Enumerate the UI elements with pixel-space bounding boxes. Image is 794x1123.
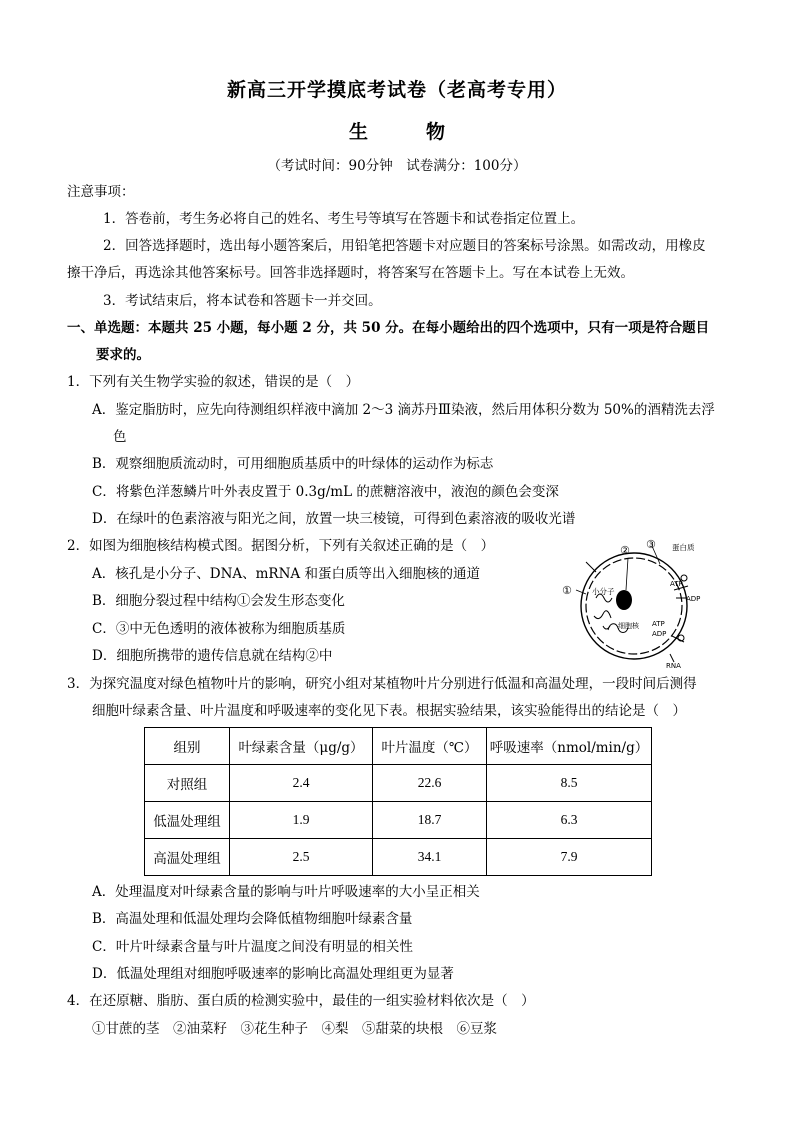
q3-option-d: D．低温处理组对细胞呼吸速率的影响比高温处理组更为显著 [92,966,454,982]
table-cell: 1.9 [230,802,373,839]
table-cell: 34.1 [373,839,487,876]
subject-char-right: 物 [426,121,446,143]
figure-protein-label: 蛋白质 [672,543,695,552]
table-header-cell: 组别 [145,728,230,765]
leader-2 [626,558,628,590]
table-cell: 2.5 [230,839,373,876]
table-row [145,802,652,839]
exam-title: 新高三开学摸底考试卷（老高考专用） [226,79,567,101]
q1-option-a-line-2: 色 [113,429,127,445]
figure-small-molecule: 小分子 [592,587,615,596]
figure-label-3: ③ [646,538,656,551]
q2-option-a: A．核孔是小分子、DNA、mRNA 和蛋白质等出入细胞核的通道 [92,566,480,582]
q1-option-b: B．观察细胞质流动时，可用细胞质基质中的叶绿体的运动作为标志 [92,456,494,472]
table-header-cell: 叶绿素含量（μg/g） [230,728,373,765]
nuclear-envelope-inner [586,558,682,654]
section-heading-line-1: 一、单选题：本题共 25 小题，每小题 2 分，共 50 分。在每小题给出的四个选项中，只有一项是符合题目 [67,320,710,336]
q1-option-d: D．在绿叶的色素溶液与阳光之间，放置一块三棱镜，可得到色素溶液的吸收光谱 [92,511,576,527]
table-cell-group: 对照组 [145,765,230,802]
q1-stem: 1．下列有关生物学实验的叙述，错误的是（ ） [67,374,360,390]
rna-exit-arrow [670,654,674,662]
table-cell: 18.7 [373,802,487,839]
table-cell: 2.4 [230,765,373,802]
table-cell: 22.6 [373,765,487,802]
q2-option-c: C．③中无色透明的液体被称为细胞质基质 [92,621,346,637]
note-item-2-line-2: 擦干净后，再选涂其他答案标号。回答非选择题时，将答案写在答题卡上。写在本试卷上无效。 [67,265,634,281]
q3-option-b: B．高温处理和低温处理均会降低植物细胞叶绿素含量 [92,911,413,927]
subject-title [0,117,794,144]
figure-atp-top: ATP [670,580,683,588]
table-header-cell: 呼吸速率（nmol/min/g） [487,728,652,765]
q2-option-d: D．细胞所携带的遗传信息就在结构②中 [92,648,333,664]
note-item-1: 1．答卷前，考生务必将自己的姓名、考生号等填写在答题卡和试卷指定位置上。 [103,211,585,227]
q2-stem: 2．如图为细胞核结构模式图。据图分析，下列有关叙述正确的是（ ） [67,538,495,554]
table-header-cell: 叶片温度（℃） [373,728,487,765]
q3-stem-line-2: 细胞叶绿素含量、叶片温度和呼吸速率的变化见下表。根据实验结果，该实验能得出的结论是（ ） [92,703,686,719]
table-cell: 7.9 [487,839,652,876]
section-heading-line-2: 要求的。 [96,347,150,363]
table-cell: 6.3 [487,802,652,839]
exam-info: （考试时间：90分钟 试卷满分：100分） [267,158,527,174]
q4-materials: ①甘蔗的茎 ②油菜籽 ③花生种子 ④梨 ⑤甜菜的块根 ⑥豆浆 [92,1021,497,1037]
figure-adp-bottom: ADP [652,630,667,638]
q3-stem-line-1: 3．为探究温度对绿色植物叶片的影响，研究小组对某植物叶片分别进行低温和高温处理，一段时间后测得 [67,676,697,692]
figure-rna: RNA [666,662,681,670]
q2-option-b: B．细胞分裂过程中结构①会发生形态变化 [92,593,345,609]
table-header-row [145,728,652,765]
q1-option-a-line-1: A．鉴定脂肪时，应先向待测组织样液中滴加 2～3 滴苏丹Ⅲ染液，然后用体积分数为 50%的酒精洗去浮 [92,402,715,418]
subject-char-left: 生 [348,121,368,143]
pore-arrow-out [586,562,596,572]
note-item-2-line-1: 2．回答选择题时，选出每小题答案后，用铅笔把答题卡对应题目的答案标号涂黑。如需改动，用橡皮 [103,238,706,254]
table-row [145,765,652,802]
table-cell-group: 高温处理组 [145,839,230,876]
q3-data-table [144,727,652,876]
nucleus-structure-diagram [548,538,718,670]
chromatin [594,594,612,629]
table-cell: 8.5 [487,765,652,802]
leader-1 [576,590,586,594]
note-item-3: 3．考试结束后，将本试卷和答题卡一并交回。 [103,293,382,309]
notes-heading: 注意事项： [67,184,135,200]
q3-option-c: C．叶片叶绿素含量与叶片温度之间没有明显的相关性 [92,939,413,955]
table-cell-group: 低温处理组 [145,802,230,839]
q4-stem: 4．在还原糖、脂肪、蛋白质的检测实验中，最佳的一组实验材料依次是（ ） [67,993,535,1009]
table-row [145,839,652,876]
nuclear-envelope-outer [581,553,687,659]
figure-nucleus-label: 细胞核 [618,622,639,630]
q3-option-a: A．处理温度对叶绿素含量的影响与叶片呼吸速率的大小呈正相关 [92,884,480,900]
figure-label-2: ② [620,544,630,557]
figure-adp-top: ADP [686,595,701,603]
figure-label-1: ① [562,584,572,597]
q1-option-c: C．将紫色洋葱鳞片叶外表皮置于 0.3g/mL 的蔗糖溶液中，液泡的颜色会变深 [92,484,559,500]
figure-atp-bottom: ATP [652,620,665,628]
nucleolus [616,590,632,610]
